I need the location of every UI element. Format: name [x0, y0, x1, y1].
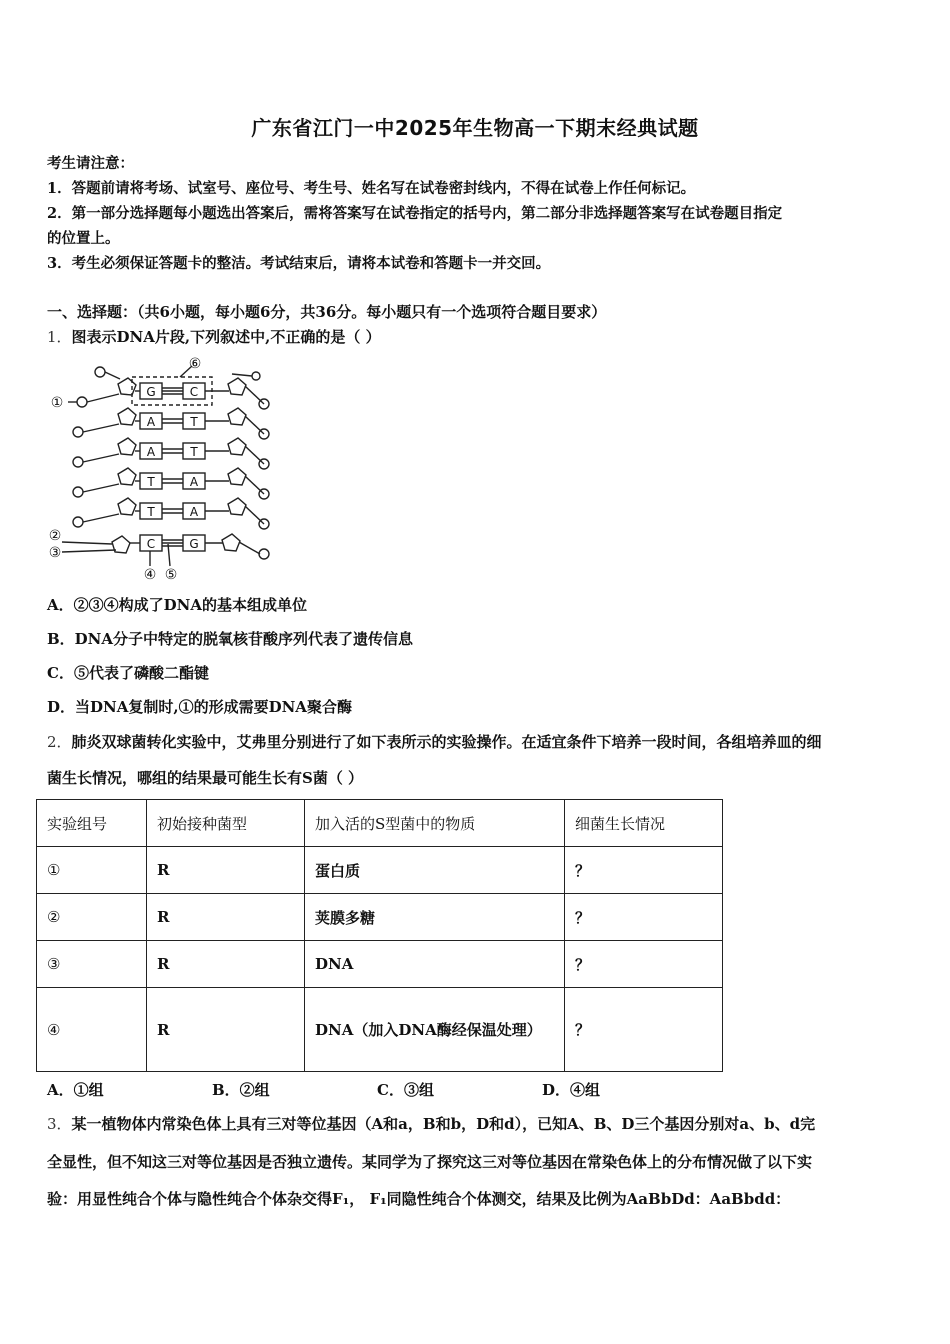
marker-1: ①	[50, 395, 64, 411]
question-2-number: 2．	[47, 733, 72, 751]
question-1-number: 1．	[47, 328, 72, 346]
table-cell: ？	[565, 941, 723, 988]
table-cell: ②	[37, 894, 147, 941]
base-right-4: A	[189, 475, 199, 489]
table-row	[37, 941, 723, 988]
base-right-2: T	[190, 415, 198, 429]
table-cell: 蛋白质	[305, 847, 565, 894]
question-3-text-line3: 验：用显性纯合个体与隐性纯合个体杂交得F₁， F₁同隐性纯合个体测交，结果及比例为AaBbDd：AaBbdd：	[47, 1190, 791, 1208]
section-heading: 一、选择题：（共6小题，每小题6分，共36分。每小题只有一个选项符合题目要求）	[47, 303, 607, 321]
base-left-1: G	[146, 385, 156, 399]
question-2-option-c: C．③组	[377, 1081, 434, 1099]
base-right-3: T	[190, 445, 198, 459]
question-2-option-a: A．①组	[47, 1081, 104, 1099]
notice-item-2: 2．第一部分选择题每小题选出答案后，需将答案写在试卷指定的括号内，第二部分非选择题答案写在试卷题目指定	[47, 205, 783, 222]
page-title: 广东省江门一中2025年生物高一下期末经典试题	[251, 116, 699, 140]
notice-item-3: 3．考生必须保证答题卡的整洁。考试结束后，请将本试卷和答题卡一并交回。	[47, 255, 551, 272]
question-1-option-a: A．②③④构成了DNA的基本组成单位	[47, 596, 307, 614]
question-2-stem	[47, 731, 822, 752]
table-cell: ？	[565, 988, 723, 1072]
base-left-2: A	[146, 415, 156, 429]
table-cell: R	[147, 988, 305, 1072]
base-left-5: T	[147, 505, 155, 519]
question-1-stem	[47, 326, 381, 347]
table-header-row	[37, 800, 723, 847]
marker-4: ④	[143, 567, 157, 582]
table-header-cell: 细菌生长情况	[565, 800, 723, 847]
base-left-6: C	[146, 537, 156, 551]
question-1-option-b: B．DNA分子中特定的脱氧核苷酸序列代表了遗传信息	[47, 630, 414, 648]
base-left-3: A	[146, 445, 156, 459]
table-row	[37, 988, 723, 1072]
table-cell: ？	[565, 894, 723, 941]
notice-item-1: 1．答题前请将考场、试室号、座位号、考生号、姓名写在试卷密封线内，不得在试卷上作任何标记。	[47, 180, 696, 197]
notice-item-2-cont: 的位置上。	[47, 230, 120, 247]
notice-heading: 考生请注意：	[47, 155, 134, 172]
table-cell: 荚膜多糖	[305, 894, 565, 941]
question-3-text-line2: 全显性，但不知这三对等位基因是否独立遗传。某同学为了探究这三对等位基因在常染色体上的分布情况做了以下实	[47, 1153, 813, 1171]
question-2-option-d: D．④组	[542, 1081, 601, 1099]
dna-diagram	[42, 354, 272, 582]
marker-5: ⑤	[164, 567, 178, 582]
question-1-option-d: D．当DNA复制时,①的形成需要DNA聚合酶	[47, 698, 352, 716]
table-cell: R	[147, 847, 305, 894]
table-cell: ③	[37, 941, 147, 988]
base-right-6: G	[189, 537, 199, 551]
marker-6: ⑥	[188, 356, 202, 372]
table-cell: DNA	[305, 941, 565, 988]
table-cell: R	[147, 941, 305, 988]
table-cell: R	[147, 894, 305, 941]
table-cell: ①	[37, 847, 147, 894]
question-3-text-line1: 某一植物体内常染色体上具有三对等位基因（A和a，B和b，D和d），已知A、B、D三个基因分别对a、b、d完	[71, 1115, 816, 1133]
marker-2: ②	[48, 528, 62, 544]
table-row	[37, 894, 723, 941]
table-cell: ？	[565, 847, 723, 894]
table-cell: DNA（加入DNA酶经保温处理）	[305, 988, 565, 1072]
question-3-stem	[47, 1113, 815, 1134]
experiment-table	[36, 799, 723, 1072]
table-header-cell: 实验组号	[37, 800, 147, 847]
base-left-4: T	[147, 475, 155, 489]
question-1-option-c: C．⑤代表了磷酸二酯键	[47, 664, 209, 682]
question-2-text-line1: 肺炎双球菌转化实验中，艾弗里分别进行了如下表所示的实验操作。在适宜条件下培养一段时间，各组培养皿的细	[71, 733, 822, 751]
table-header-cell: 初始接种菌型	[147, 800, 305, 847]
question-2-text-line2: 菌生长情况，哪组的结果最可能生长有S菌（ ）	[47, 769, 364, 787]
marker-3: ③	[48, 545, 62, 561]
table-header-cell: 加入活的S型菌中的物质	[305, 800, 565, 847]
table-cell: ④	[37, 988, 147, 1072]
base-right-5: A	[189, 505, 199, 519]
question-2-option-b: B．②组	[212, 1081, 270, 1099]
table-row	[37, 847, 723, 894]
question-1-text: 图表示DNA片段,下列叙述中,不正确的是（ ）	[71, 328, 381, 346]
base-right-1: C	[189, 385, 199, 399]
question-3-number: 3．	[47, 1115, 72, 1133]
